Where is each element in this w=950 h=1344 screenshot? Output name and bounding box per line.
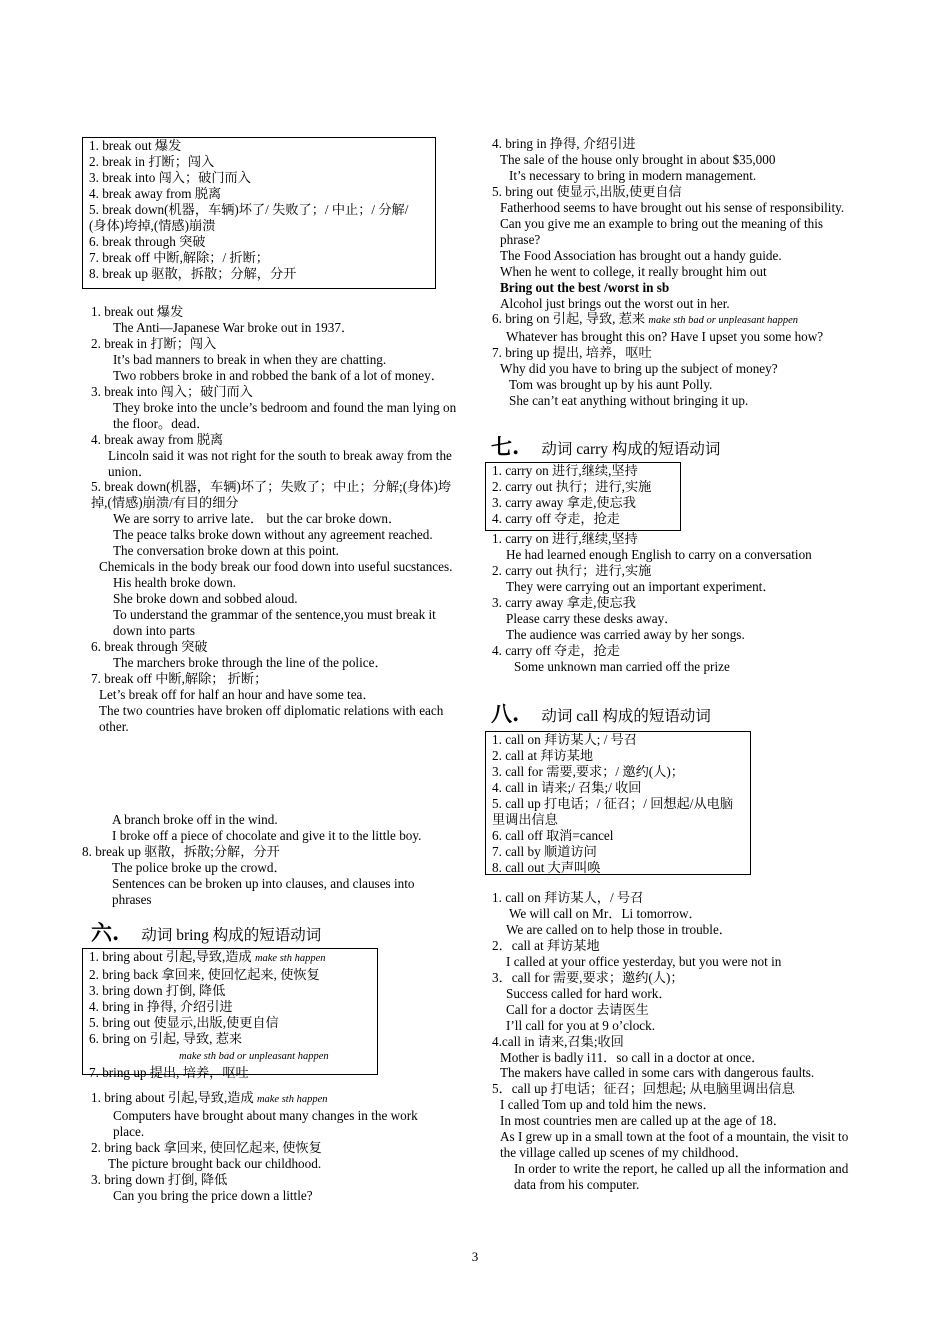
call-examples (492, 890, 854, 1193)
break-example-line: A branch broke off in the wind. (112, 812, 278, 827)
call-box-item: 6. call off 取消=cancel (492, 827, 614, 843)
definition-note: make sth bad or unpleasant happen (179, 1050, 329, 1062)
carry-example-line: 3. carry away 拿走,使忘我 (492, 594, 636, 610)
break-example-line: 3. break into 闯入；破门而入 (91, 383, 253, 399)
break-box-item: 4. break away from 脱离 (89, 185, 222, 201)
carry-example-line: 2. carry out 执行；进行,实施 (492, 562, 652, 578)
call-box-item: 2. call at 拜访某地 (492, 747, 594, 763)
carry-heading (491, 434, 721, 459)
carry-example-line: They were carrying out an important experiment． (506, 578, 776, 594)
definition-note: make sth happen (254, 953, 326, 964)
bring-example-line: Can you give me an example to bring out the meaning of this phrase? (500, 215, 824, 247)
bring-examples-left (91, 1090, 451, 1204)
break-examples (91, 304, 463, 735)
call-box-item: 8. call out 大声叫唤 (492, 859, 601, 875)
break-example-line: The police broke up the crowd． (112, 859, 287, 875)
break-box-item: 3. break into 闯入；破门而入 (89, 169, 251, 185)
break-example-line: 8. break up 驱散，拆散;分解，分开 (82, 843, 280, 859)
break-box-item: 5. break down(机器，车辆)坏了/ 失败了；/ 中止；/ 分解/ (身体)垮掉,(情感)崩溃 (89, 201, 409, 233)
break-example-line: Chemicals in the body break our food down into useful sucstances. (99, 559, 453, 575)
break-example-line: It’s bad manners to break in when they are chatting. (113, 351, 387, 367)
page-number: 3 (471, 1249, 479, 1264)
break-example-line: I broke off a piece of chocolate and give it to the little boy. (112, 827, 422, 843)
bring-box-item: 5. bring out 使显示,出版,使更自信 (89, 1014, 279, 1030)
carry-heading-number: 七. (491, 434, 520, 459)
call-example-line: 1. call on 拜访某人，/ 号召 (492, 890, 644, 905)
bring-box-item: 2. bring back 拿回来, 使回忆起来, 使恢复 (89, 966, 320, 982)
bring-example-line: 6. bring on 引起, 导致, 惹来 make sth bad or unpleasant happen (492, 311, 799, 327)
break-example-line: They broke into the uncle’s bedroom and found the man lying on the floor。dead． (113, 399, 457, 431)
definition-note: make sth bad or unpleasant happen (648, 315, 799, 327)
break-box-item: 2. break in 打断；闯入 (89, 153, 215, 169)
break-box-item: 8. break up 驱散，拆散；分解，分开 (89, 265, 297, 281)
carry-box-item: 2. carry out 执行；进行,实施 (492, 478, 652, 494)
carry-example-line: 1. carry on 进行,继续,坚持 (492, 531, 638, 546)
break-example-line: She broke down and sobbed aloud. (113, 591, 298, 607)
break-example-line: The peace talks broke down without any agreement reached. (113, 527, 433, 543)
carry-example-line: The audience was carried away by her songs. (506, 626, 745, 642)
break-example-line: 2. break in 打断；闯入 (91, 335, 217, 351)
break-example-line: We are sorry to arrive late． but the car broke down． (113, 511, 402, 527)
bring-example-line: Tom was brought up by his aunt Polly. (509, 377, 713, 393)
call-example-line: 4.call in 请来,召集;收回 (492, 1033, 624, 1049)
bring-example-line: Alcohol just brings out the worst out in her. (500, 295, 730, 311)
bring-example-line: 5. bring out 使显示,出版,使更自信 (492, 183, 682, 199)
bring-example-line: Bring out the best /worst in sb (500, 279, 670, 295)
call-example-line: 2．call at 拜访某地 (492, 937, 600, 953)
bring-example-line: 4. bring in 挣得, 介绍引进 (492, 136, 636, 151)
call-box-item: 3. call for 需要,要求；/ 邀约(人)； (492, 763, 684, 779)
bring-box-item: 7. bring up 提出, 培养，呕吐 (89, 1064, 249, 1080)
call-summary-box (485, 731, 751, 875)
break-example-line: 4. break away from 脱离 (91, 431, 224, 447)
call-example-line: Call for a doctor 去请医生 (506, 1001, 649, 1017)
break-box-item: 7. break off 中断,解除；/ 折断； (89, 249, 269, 265)
bring-example-line: Computers have brought about many changes in the work place. (113, 1107, 418, 1139)
bring-box-item (89, 1047, 371, 1065)
bring-box-item: 4. bring in 挣得, 介绍引进 (89, 998, 233, 1014)
call-example-line: We are called on to help those in trouble． (506, 921, 732, 937)
call-example-line: As I grew up in a small town at the foot of a mountain, the visit to the village called up scenes of my childhood． (500, 1129, 849, 1161)
call-example-line: I called Tom up and told him the news． (500, 1097, 716, 1113)
call-heading-title: 动词 call 构成的短语动词 (541, 708, 711, 725)
bring-example-line: The sale of the house only brought in about $35,000 (500, 151, 776, 167)
bring-example-line: The Food Association has brought out a handy guide. (500, 247, 782, 263)
bring-example-line: It’s necessary to bring in modern management. (509, 167, 757, 183)
carry-example-line: Please carry these desks away． (506, 610, 678, 626)
call-heading (491, 701, 711, 726)
bring-box-item: 6. bring on 引起, 导致, 惹来 (89, 1030, 243, 1046)
call-box-item: 7. call by 顺道访问 (492, 843, 597, 859)
bring-examples-right (492, 136, 862, 409)
break-examples-continued (82, 812, 454, 908)
bring-example-line: 7. bring up 提出, 培养，呕吐 (492, 345, 652, 361)
call-example-line: The makers have called in some cars with dangerous faults. (500, 1065, 815, 1081)
call-example-line: Success called for hard work． (506, 985, 672, 1001)
break-example-line: 1. break out 爆发 (91, 304, 184, 319)
bring-example-line: Why did you have to bring up the subject of money? (500, 361, 778, 377)
call-box-item: 4. call in 请来;/ 召集;/ 收回 (492, 779, 642, 795)
carry-examples (492, 531, 862, 675)
break-example-line: Two robbers broke in and robbed the bank of a lot of money． (113, 367, 444, 383)
break-example-line: His health broke down. (113, 575, 237, 591)
break-box-item: 1. break out 爆发 (89, 138, 182, 153)
bring-heading (91, 920, 322, 945)
break-example-line: The marchers broke through the line of the police． (113, 654, 388, 670)
bring-example-line: Whatever has brought this on? Have I upset you some how? (506, 329, 824, 345)
break-example-line: The conversation broke down at this point. (113, 543, 339, 559)
carry-example-line: He had learned enough English to carry on a conversation (506, 546, 812, 562)
carry-example-line: Some unknown man carried off the prize (514, 658, 730, 674)
carry-summary-box (485, 462, 681, 531)
bring-example-line: She can’t eat anything without bringing it up. (509, 393, 749, 409)
bring-heading-number: 六. (91, 920, 120, 945)
call-heading-number: 八. (491, 701, 520, 726)
bring-heading-title: 动词 bring 构成的短语动词 (141, 927, 322, 944)
bring-example-line: 1. bring about 引起,导致,造成 make sth happen (91, 1090, 328, 1105)
bring-box-item: 1. bring about 引起,导致,造成 make sth happen (89, 949, 326, 964)
bring-example-line: Can you bring the price down a little? (113, 1187, 313, 1203)
bring-summary-box (82, 948, 378, 1080)
break-example-line: 5. break down(机器，车辆)坏了；失败了；中止；分解;(身体)垮掉,(情感)崩溃/有目的细分 (91, 479, 452, 511)
call-example-line: In most countries men are called up at the age of 18． (500, 1113, 786, 1129)
call-example-line: 5．call up 打电话；征召；回想起; 从电脑里调出信息 (492, 1081, 795, 1097)
break-example-line: To understand the grammar of the sentence,you must break it down into parts (113, 607, 436, 639)
call-example-line: Mother is badly i11．so call in a doctor at once． (500, 1049, 765, 1065)
call-box-item: 5. call up 打电话；/ 征召；/ 回想起/从电脑里调出信息 (492, 795, 734, 827)
break-example-line: Sentences can be broken up into clauses, and clauses into phrases (112, 875, 415, 907)
carry-example-line: 4. carry off 夺走，抢走 (492, 642, 620, 658)
bring-example-line: When he went to college, it really brought him out (500, 263, 767, 279)
bring-example-line: Fatherhood seems to have brought out his sense of responsibility. (500, 199, 845, 215)
bring-example-line: The picture brought back our childhood. (108, 1155, 322, 1171)
call-box-item: 1. call on 拜访某人; / 号召 (492, 732, 638, 747)
definition-note: make sth happen (256, 1094, 328, 1105)
break-example-line: 7. break off 中断,解除； 折断； (91, 670, 268, 686)
bring-example-line: 2. bring back 拿回来, 使回忆起来, 使恢复 (91, 1139, 322, 1155)
carry-box-item: 4. carry off 夺走，抢走 (492, 510, 620, 526)
break-example-line: The two countries have broken off diplomatic relations with each other. (99, 702, 444, 734)
break-example-line: Let’s break off for half an hour and have some tea． (99, 686, 376, 702)
break-example-line: Lincoln said it was not right for the south to break away from the union． (108, 447, 452, 479)
call-example-line: 3．call for 需要,要求；邀约(人)； (492, 969, 684, 985)
bring-box-item: 3. bring down 打倒, 降低 (89, 982, 226, 998)
carry-heading-title: 动词 carry 构成的短语动词 (541, 441, 721, 458)
call-example-line: In order to write the report, he called up all the information and data from his computer. (514, 1161, 849, 1193)
break-example-line: The Anti—Japanese War broke out in 1937． (113, 319, 355, 335)
carry-box-item: 3. carry away 拿走,使忘我 (492, 494, 636, 510)
bring-example-line: 3. bring down 打倒, 降低 (91, 1171, 228, 1187)
call-example-line: I’ll call for you at 9 o’clock. (506, 1017, 656, 1033)
break-box-item: 6. break through 突破 (89, 233, 206, 249)
break-example-line: 6. break through 突破 (91, 639, 208, 655)
call-example-line: I called at your office yesterday, but you were not in (506, 953, 782, 969)
carry-box-item: 1. carry on 进行,继续,坚持 (492, 463, 638, 478)
call-example-line: We will call on Mr．Li tomorrow． (509, 905, 702, 921)
break-summary-box (82, 137, 436, 289)
